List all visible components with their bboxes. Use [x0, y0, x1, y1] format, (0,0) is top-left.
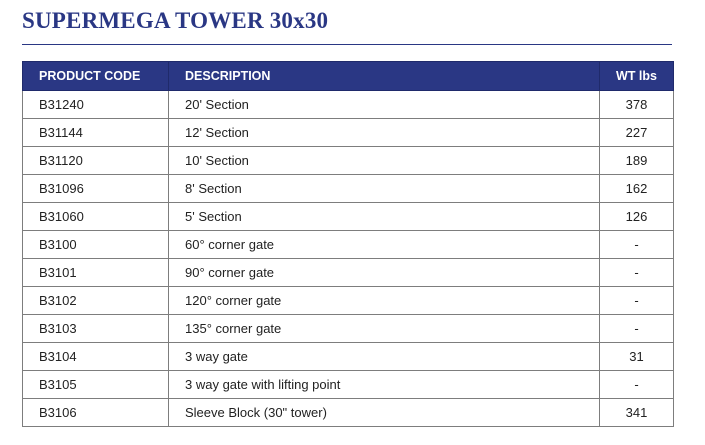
- table-row: [23, 147, 674, 175]
- product-table: [22, 61, 674, 427]
- header-description: DESCRIPTION: [169, 62, 600, 91]
- table-row: [23, 371, 674, 399]
- cell-product-code: B3105: [23, 371, 169, 399]
- table-row: [23, 119, 674, 147]
- cell-weight: 126: [600, 203, 674, 231]
- cell-description: 3 way gate with lifting point: [169, 371, 600, 399]
- table-row: [23, 203, 674, 231]
- table-row: [23, 287, 674, 315]
- cell-description: 10' Section: [169, 147, 600, 175]
- cell-description: 12' Section: [169, 119, 600, 147]
- table-row: [23, 175, 674, 203]
- cell-product-code: B3104: [23, 343, 169, 371]
- cell-product-code: B31060: [23, 203, 169, 231]
- cell-description: 90° corner gate: [169, 259, 600, 287]
- table-row: [23, 259, 674, 287]
- cell-product-code: B3102: [23, 287, 169, 315]
- cell-weight: 341: [600, 399, 674, 427]
- cell-weight: -: [600, 315, 674, 343]
- cell-product-code: B31096: [23, 175, 169, 203]
- table-row: [23, 399, 674, 427]
- cell-weight: -: [600, 259, 674, 287]
- cell-description: 120° corner gate: [169, 287, 600, 315]
- table-row: [23, 231, 674, 259]
- cell-description: 3 way gate: [169, 343, 600, 371]
- cell-description: 60° corner gate: [169, 231, 600, 259]
- cell-weight: 189: [600, 147, 674, 175]
- cell-description: 135° corner gate: [169, 315, 600, 343]
- cell-description: 20' Section: [169, 91, 600, 119]
- table-row: [23, 315, 674, 343]
- cell-weight: 227: [600, 119, 674, 147]
- page-title: SUPERMEGA TOWER 30x30: [22, 8, 329, 33]
- cell-weight: -: [600, 287, 674, 315]
- cell-description: 5' Section: [169, 203, 600, 231]
- cell-weight: 31: [600, 343, 674, 371]
- cell-weight: -: [600, 371, 674, 399]
- cell-product-code: B31240: [23, 91, 169, 119]
- title-divider: [22, 44, 672, 45]
- header-weight: WT lbs: [600, 62, 674, 91]
- cell-product-code: B31144: [23, 119, 169, 147]
- cell-product-code: B3106: [23, 399, 169, 427]
- cell-weight: -: [600, 231, 674, 259]
- table-row: [23, 343, 674, 371]
- cell-product-code: B3103: [23, 315, 169, 343]
- cell-product-code: B3100: [23, 231, 169, 259]
- cell-description: Sleeve Block (30" tower): [169, 399, 600, 427]
- cell-description: 8' Section: [169, 175, 600, 203]
- header-product-code: PRODUCT CODE: [23, 62, 169, 91]
- table-header-row: [23, 62, 674, 91]
- cell-weight: 378: [600, 91, 674, 119]
- cell-product-code: B3101: [23, 259, 169, 287]
- table-row: [23, 91, 674, 119]
- cell-product-code: B31120: [23, 147, 169, 175]
- cell-weight: 162: [600, 175, 674, 203]
